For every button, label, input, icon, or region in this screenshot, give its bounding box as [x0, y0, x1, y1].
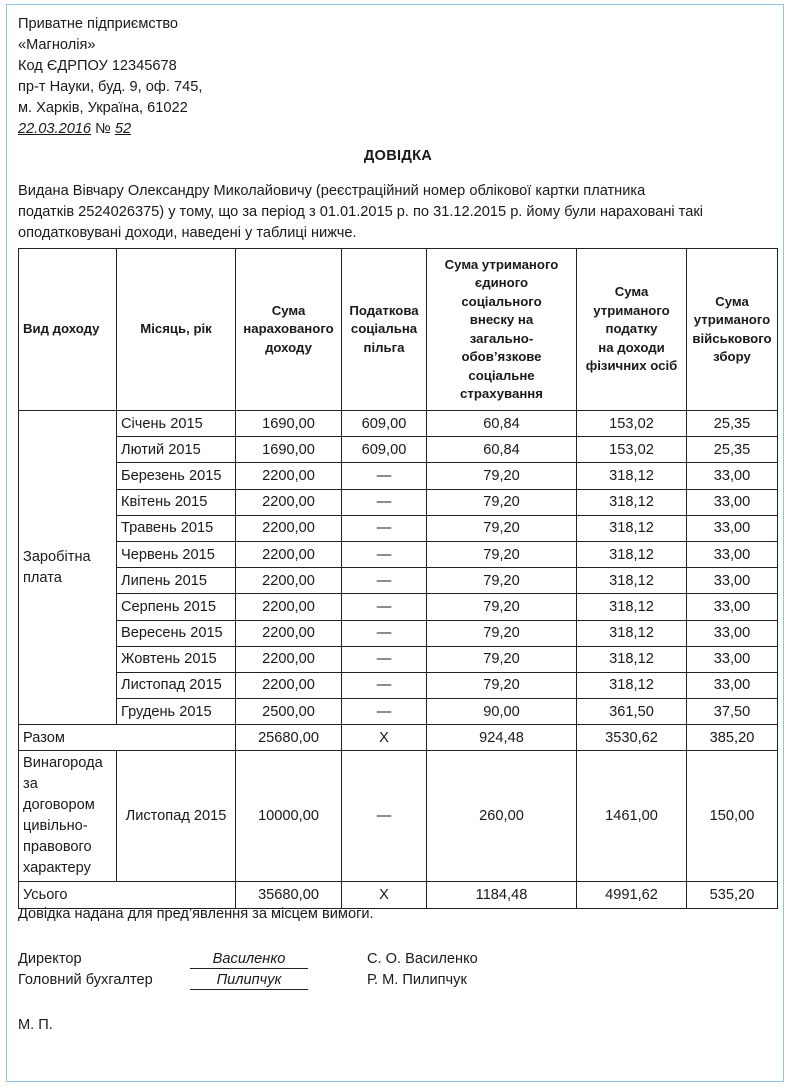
header-line: утриманого [693, 312, 771, 327]
cell-accrued: 2200,00 [236, 515, 342, 541]
cell-accrued: 2200,00 [236, 594, 342, 620]
cell-month: Квітень 2015 [117, 489, 236, 515]
cell-month: Січень 2015 [117, 411, 236, 437]
cell-military: 37,50 [687, 699, 778, 725]
cell-military: 25,35 [687, 411, 778, 437]
header-military [687, 249, 778, 411]
director-signature [190, 949, 308, 970]
table-row [19, 620, 778, 646]
cell-benefit: — [342, 646, 427, 672]
company-edrpou: Код ЄДРПОУ 12345678 [18, 58, 177, 74]
header-line: обов’язкове [461, 349, 542, 364]
header-benefit [342, 249, 427, 411]
table-row [19, 541, 778, 567]
intro-line: Видана Вівчару Олександру Миколайовичу (реєстраційний номер облікової картки платника [18, 183, 646, 199]
cell-pdfo: 153,02 [577, 411, 687, 437]
header-line: утриманого [593, 302, 670, 318]
cell-pdfo: 318,12 [577, 489, 687, 515]
total-accrued: 35680,00 [236, 882, 342, 908]
cell-esv: 79,20 [427, 620, 577, 646]
contract-esv: 260,00 [427, 751, 577, 882]
cell-military: 33,00 [687, 646, 778, 672]
contract-row [19, 751, 778, 882]
header-line: Податкова [349, 302, 419, 318]
doc-date-number [18, 119, 778, 140]
contract-type [19, 751, 117, 882]
cell-month: Липень 2015 [117, 568, 236, 594]
total-label: Усього [19, 882, 236, 908]
cell-pdfo: 318,12 [577, 463, 687, 489]
header-esv [427, 249, 577, 411]
cell-month: Вересень 2015 [117, 620, 236, 646]
table-row [19, 672, 778, 698]
cell-accrued: 2200,00 [236, 672, 342, 698]
cell-pdfo: 318,12 [577, 646, 687, 672]
type-line: за [23, 776, 38, 793]
cell-esv: 79,20 [427, 541, 577, 567]
subtotal-row [19, 725, 778, 751]
subtotal-pdfo: 3530,62 [577, 725, 687, 751]
type-line: Винагорода [23, 755, 103, 772]
cell-esv: 79,20 [427, 489, 577, 515]
cell-pdfo: 318,12 [577, 594, 687, 620]
subtotal-label: Разом [19, 725, 236, 751]
cell-esv: 79,20 [427, 463, 577, 489]
contract-benefit: — [342, 751, 427, 882]
cell-pdfo: 318,12 [577, 568, 687, 594]
cell-benefit: — [342, 489, 427, 515]
cell-accrued: 1690,00 [236, 411, 342, 437]
header-income-type: Вид доходу [19, 249, 117, 411]
type-line: договором [23, 797, 95, 814]
type-line: правового [23, 839, 92, 856]
type-line: цивільно- [23, 818, 88, 835]
company-name-line1: Приватне підприємство [18, 16, 179, 32]
header-line: на доходи [598, 339, 665, 355]
cell-month: Травень 2015 [117, 515, 236, 541]
cell-esv: 90,00 [427, 699, 577, 725]
accountant-title: Головний бухгалтер [18, 972, 153, 988]
total-esv: 1184,48 [427, 882, 577, 908]
cell-esv: 60,84 [427, 437, 577, 463]
cell-benefit: — [342, 672, 427, 698]
cell-military: 33,00 [687, 594, 778, 620]
cell-pdfo: 318,12 [577, 620, 687, 646]
cell-benefit: 609,00 [342, 437, 427, 463]
table-header-row [19, 249, 778, 411]
contract-month: Листопад 2015 [117, 751, 236, 882]
intro-line: податків 2524026375) у тому, що за період з 01.01.2015 р. по 31.12.2015 р. йому були нараховані такі [18, 204, 703, 220]
header-line: внеску на [469, 312, 534, 327]
accountant-signature [190, 970, 308, 991]
header-line: єдиного [474, 275, 529, 290]
cell-accrued: 2200,00 [236, 541, 342, 567]
table-row [19, 568, 778, 594]
table-row [19, 437, 778, 463]
subtotal-esv: 924,48 [427, 725, 577, 751]
director-title: Директор [18, 951, 82, 967]
header-line: доходу [265, 339, 312, 355]
cell-month: Листопад 2015 [117, 672, 236, 698]
cell-accrued: 2200,00 [236, 646, 342, 672]
company-address-line2: м. Харків, Україна, 61022 [18, 100, 188, 116]
cell-benefit: — [342, 620, 427, 646]
cell-esv: 79,20 [427, 594, 577, 620]
contract-military: 150,00 [687, 751, 778, 882]
header-line: фізичних осіб [585, 358, 678, 374]
contract-accrued: 10000,00 [236, 751, 342, 882]
intro-text [18, 181, 778, 244]
header-pdfo [577, 249, 687, 411]
header-month: Місяць, рік [117, 249, 236, 411]
header-line: військового [692, 330, 772, 346]
subtotal-benefit: Х [342, 725, 427, 751]
header-line: пільга [363, 339, 405, 355]
company-address-line1: пр-т Науки, буд. 9, оф. 745, [18, 79, 203, 95]
total-pdfo: 4991,62 [577, 882, 687, 908]
type-line: характеру [23, 860, 91, 877]
header-line: соціального [461, 293, 542, 309]
cell-month: Березень 2015 [117, 463, 236, 489]
cell-benefit: — [342, 541, 427, 567]
company-name-line2: «Магнолія» [18, 37, 96, 53]
director-name: С. О. Василенко [367, 951, 478, 967]
director-signature-text: Василенко [190, 951, 308, 969]
cell-accrued: 2200,00 [236, 620, 342, 646]
cell-benefit: — [342, 515, 427, 541]
header-line: страхування [460, 386, 543, 401]
cell-military: 33,00 [687, 620, 778, 646]
cell-month: Грудень 2015 [117, 699, 236, 725]
salary-type [19, 411, 117, 725]
header-line: податку [605, 321, 658, 337]
table-row [19, 515, 778, 541]
subtotal-accrued: 25680,00 [236, 725, 342, 751]
header-line: Сума [271, 302, 306, 318]
cell-benefit: — [342, 568, 427, 594]
subtotal-military: 385,20 [687, 725, 778, 751]
cell-esv: 79,20 [427, 568, 577, 594]
cell-military: 33,00 [687, 541, 778, 567]
cell-pdfo: 318,12 [577, 515, 687, 541]
table-row [19, 463, 778, 489]
cell-accrued: 2500,00 [236, 699, 342, 725]
table-row [19, 699, 778, 725]
header-line: збору [713, 349, 751, 364]
cell-military: 25,35 [687, 437, 778, 463]
cell-month: Жовтень 2015 [117, 646, 236, 672]
cell-month: Червень 2015 [117, 541, 236, 567]
cell-pdfo: 318,12 [577, 541, 687, 567]
cell-month: Серпень 2015 [117, 594, 236, 620]
table-row [19, 646, 778, 672]
cell-accrued: 2200,00 [236, 568, 342, 594]
cell-military: 33,00 [687, 515, 778, 541]
cell-military: 33,00 [687, 489, 778, 515]
doc-title: ДОВІДКА [363, 148, 433, 164]
contract-pdfo: 1461,00 [577, 751, 687, 882]
accountant-name: Р. М. Пилипчук [367, 972, 467, 988]
doc-number: 52 [114, 121, 132, 137]
cell-esv: 79,20 [427, 646, 577, 672]
header-line: Сума утриманого [444, 256, 559, 272]
footer-note: Довідка надана для пред’явлення за місцем вимоги. [18, 906, 374, 922]
type-line: плата [23, 569, 62, 586]
letterhead [18, 14, 778, 245]
cell-benefit: — [342, 463, 427, 489]
cell-military: 33,00 [687, 672, 778, 698]
header-line: Сума [614, 284, 649, 300]
table-row [19, 489, 778, 515]
cell-military: 33,00 [687, 463, 778, 489]
cell-pdfo: 318,12 [577, 672, 687, 698]
income-table [18, 248, 778, 909]
cell-military: 33,00 [687, 568, 778, 594]
cell-month: Лютий 2015 [117, 437, 236, 463]
header-line: нарахованого [243, 321, 334, 337]
header-accrued [236, 249, 342, 411]
header-line: Сума [715, 293, 749, 309]
total-military: 535,20 [687, 882, 778, 908]
accountant-signature-text: Пилипчук [190, 972, 308, 990]
table-row [19, 411, 778, 437]
doc-date: 22.03.2016 [18, 121, 92, 137]
cell-benefit: 609,00 [342, 411, 427, 437]
cell-pdfo: 361,50 [577, 699, 687, 725]
cell-esv: 79,20 [427, 515, 577, 541]
salary-rows [19, 411, 778, 725]
cell-benefit: — [342, 699, 427, 725]
type-line: Заробітна [23, 548, 91, 565]
cell-esv: 60,84 [427, 411, 577, 437]
cell-benefit: — [342, 594, 427, 620]
header-line: загально- [469, 330, 534, 346]
intro-line: оподатковувані доходи, наведені у таблиці нижче. [18, 225, 357, 241]
cell-pdfo: 153,02 [577, 437, 687, 463]
cell-accrued: 2200,00 [236, 489, 342, 515]
header-line: соціальне [468, 367, 535, 383]
cell-esv: 79,20 [427, 672, 577, 698]
cell-accrued: 1690,00 [236, 437, 342, 463]
table-row [19, 594, 778, 620]
cell-accrued: 2200,00 [236, 463, 342, 489]
stamp-place: М. П. [18, 1017, 53, 1033]
doc-number-sign: № [95, 121, 111, 137]
total-benefit: Х [342, 882, 427, 908]
header-line: соціальна [350, 321, 418, 337]
